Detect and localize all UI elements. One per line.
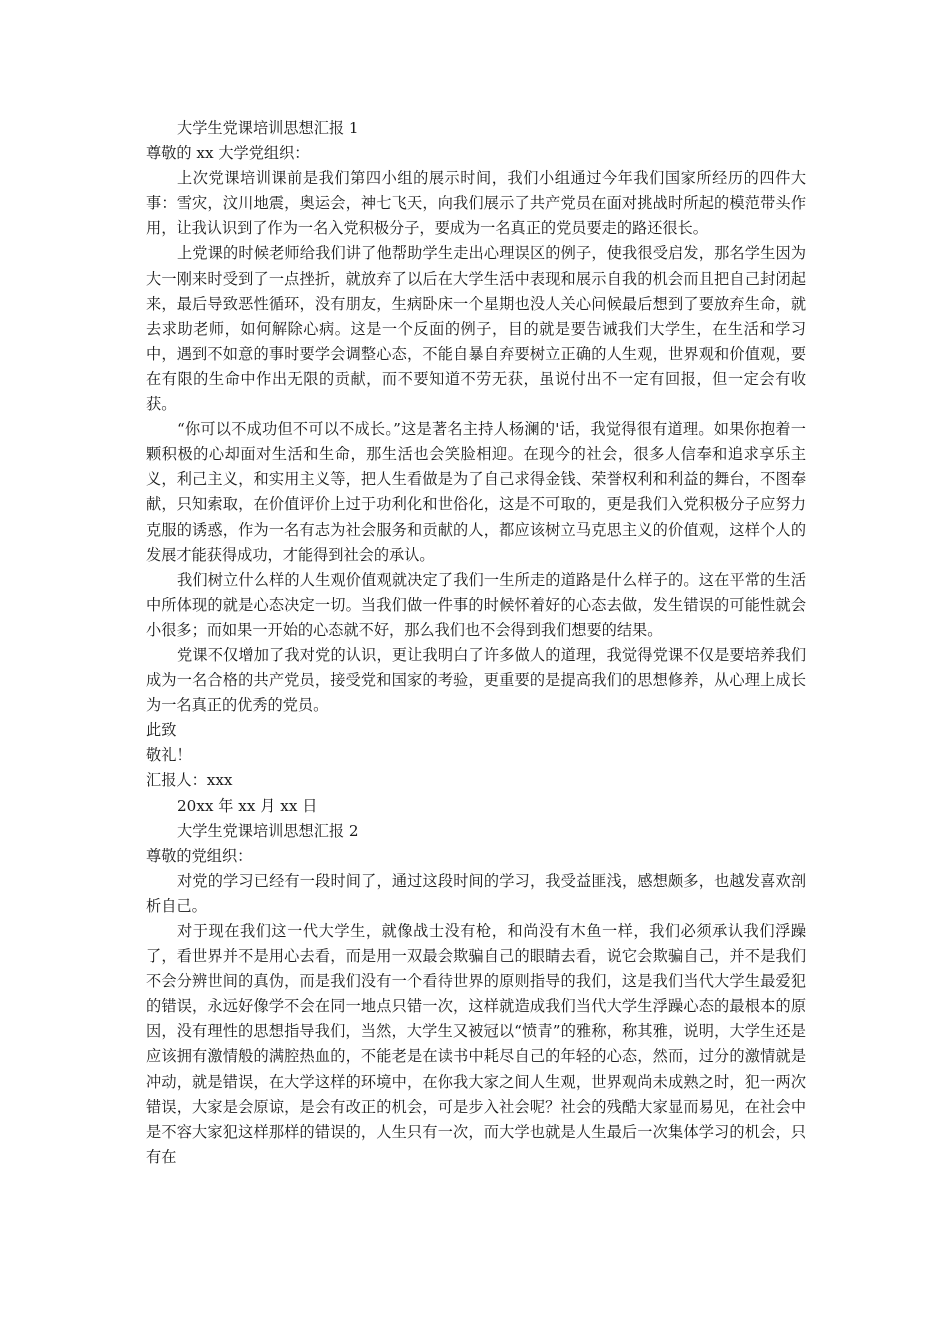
document-page (146, 116, 806, 1170)
report-1-paragraph-3: “你可以不成功但不可以不成长。”这是著名主持人杨澜的'话，我觉得很有道理。如果你抱着一颗积极的心却面对生活和生命，那生活也会笑脸相迎。在现今的社会，很多人信奉和追求享乐主义，利己主义，和实用主义等，把人生看做是为了自己求得金钱、荣誉权利和利益的舞台，不图奉献，只知索取，在价值评价上过于功利化和世俗化，这是不可取的，更是我们入党积极分子应努力克服的诱惑，作为一名有志为社会服务和贡献的人，都应该树立马克思主义的价值观，这样个人的发展才能获得成功，才能得到社会的承认。 (146, 420, 806, 564)
report-1-salutation: 尊敬的 xx 大学党组织： (146, 144, 310, 163)
report-2-paragraph-1: 对党的学习已经有一段时间了，通过这段时间的学习，我受益匪浅，感想颇多，也越发喜欢剖析自己。 (146, 871, 806, 915)
report-1-paragraph-5: 党课不仅增加了我对党的认识，更让我明白了许多做人的道理，我觉得党课不仅是要培养我们成为一名合格的共产党员，接受党和国家的考验，更重要的是提高我们的思想修养，从心理上成长为一名真正的优秀的党员。 (146, 645, 806, 715)
report-1-paragraph-4: 我们树立什么样的人生观价值观就决定了我们一生所走的道路是什么样子的。这在平常的生活中所体现的就是心态决定一切。当我们做一件事的时候怀着好的心态去做，发生错误的可能性就会小很多；而如果一开始的心态就不好，那么我们也不会得到我们想要的结果。 (146, 570, 806, 639)
report-1-closing-2: 敬礼！ (146, 746, 192, 765)
report-1-date: 20xx 年 xx 月 xx 日 (177, 796, 318, 815)
report-2-title: 大学生党课培训思想汇报 2 (177, 821, 359, 840)
report-1-closing-1: 此致 (146, 721, 177, 740)
report-1-paragraph-1: 上次党课培训课前是我们第四小组的展示时间，我们小组通过今年我们国家所经历的四件大事：雪灾，汶川地震，奥运会，神七飞天，向我们展示了共产党员在面对挑战时所起的模范带头作用，让我认识到了作为一名入党积极分子，要成为一名真正的党员要走的路还很长。 (146, 169, 806, 238)
report-1-title: 大学生党课培训思想汇报 1 (177, 119, 359, 137)
report-1-reporter: 汇报人：xxx (146, 771, 233, 790)
report-2-salutation: 尊敬的党组织： (146, 846, 253, 865)
report-2-paragraph-2: 对于现在我们这一代大学生，就像战士没有枪，和尚没有木鱼一样，我们必须承认我们浮躁了，看世界并不是用心去看，而是用一双最会欺骗自己的眼睛去看，说它会欺骗自己，并不是我们不会分辨世间的真伪，而是我们没有一个看待世界的原则指导的我们，这是我们当代大学生最爱犯的错误，永远好像学不会在同一地点只错一次，这样就造成我们当代大学生浮躁心态的最根本的原因，没有理性的思想指导我们，当然，大学生又被冠以“愤青”的雅称，称其雅，说明，大学生还是应该拥有激情般的满腔热血的，不能老是在读书中耗尽自己的年轻的心态，然而，过分的激情就是冲动，就是错误，在大学这样的环境中，在你我大家之间人生观，世界观尚未成熟之时，犯一两次错误，大家是会原谅，是会有改正的机会，可是步入社会呢？社会的残酷大家显而易见，在社会中是不容大家犯这样那样的错误的，人生只有一次，而大学也就是人生最后一次集体学习的机会，只有在 (146, 922, 806, 1166)
report-1-paragraph-2: 上党课的时候老师给我们讲了他帮助学生走出心理误区的例子，使我很受启发，那名学生因为大一刚来时受到了一点挫折，就放弃了以后在大学生活中表现和展示自我的机会而且把自己封闭起来，最后导致恶性循环，没有朋友，生病卧床一个星期也没人关心问候最后想到了要放弃生命，就去求助老师，如何解除心病。这是一个反面的例子，目的就是要告诫我们大学生，在生活和学习中，遇到不如意的事时要学会调整心态，不能自暴自弃要树立正确的人生观，世界观和价值观，要在有限的生命中作出无限的贡献，而不要知道不劳无获，虽说付出不一定有回报，但一定会有收获。 (146, 244, 806, 414)
